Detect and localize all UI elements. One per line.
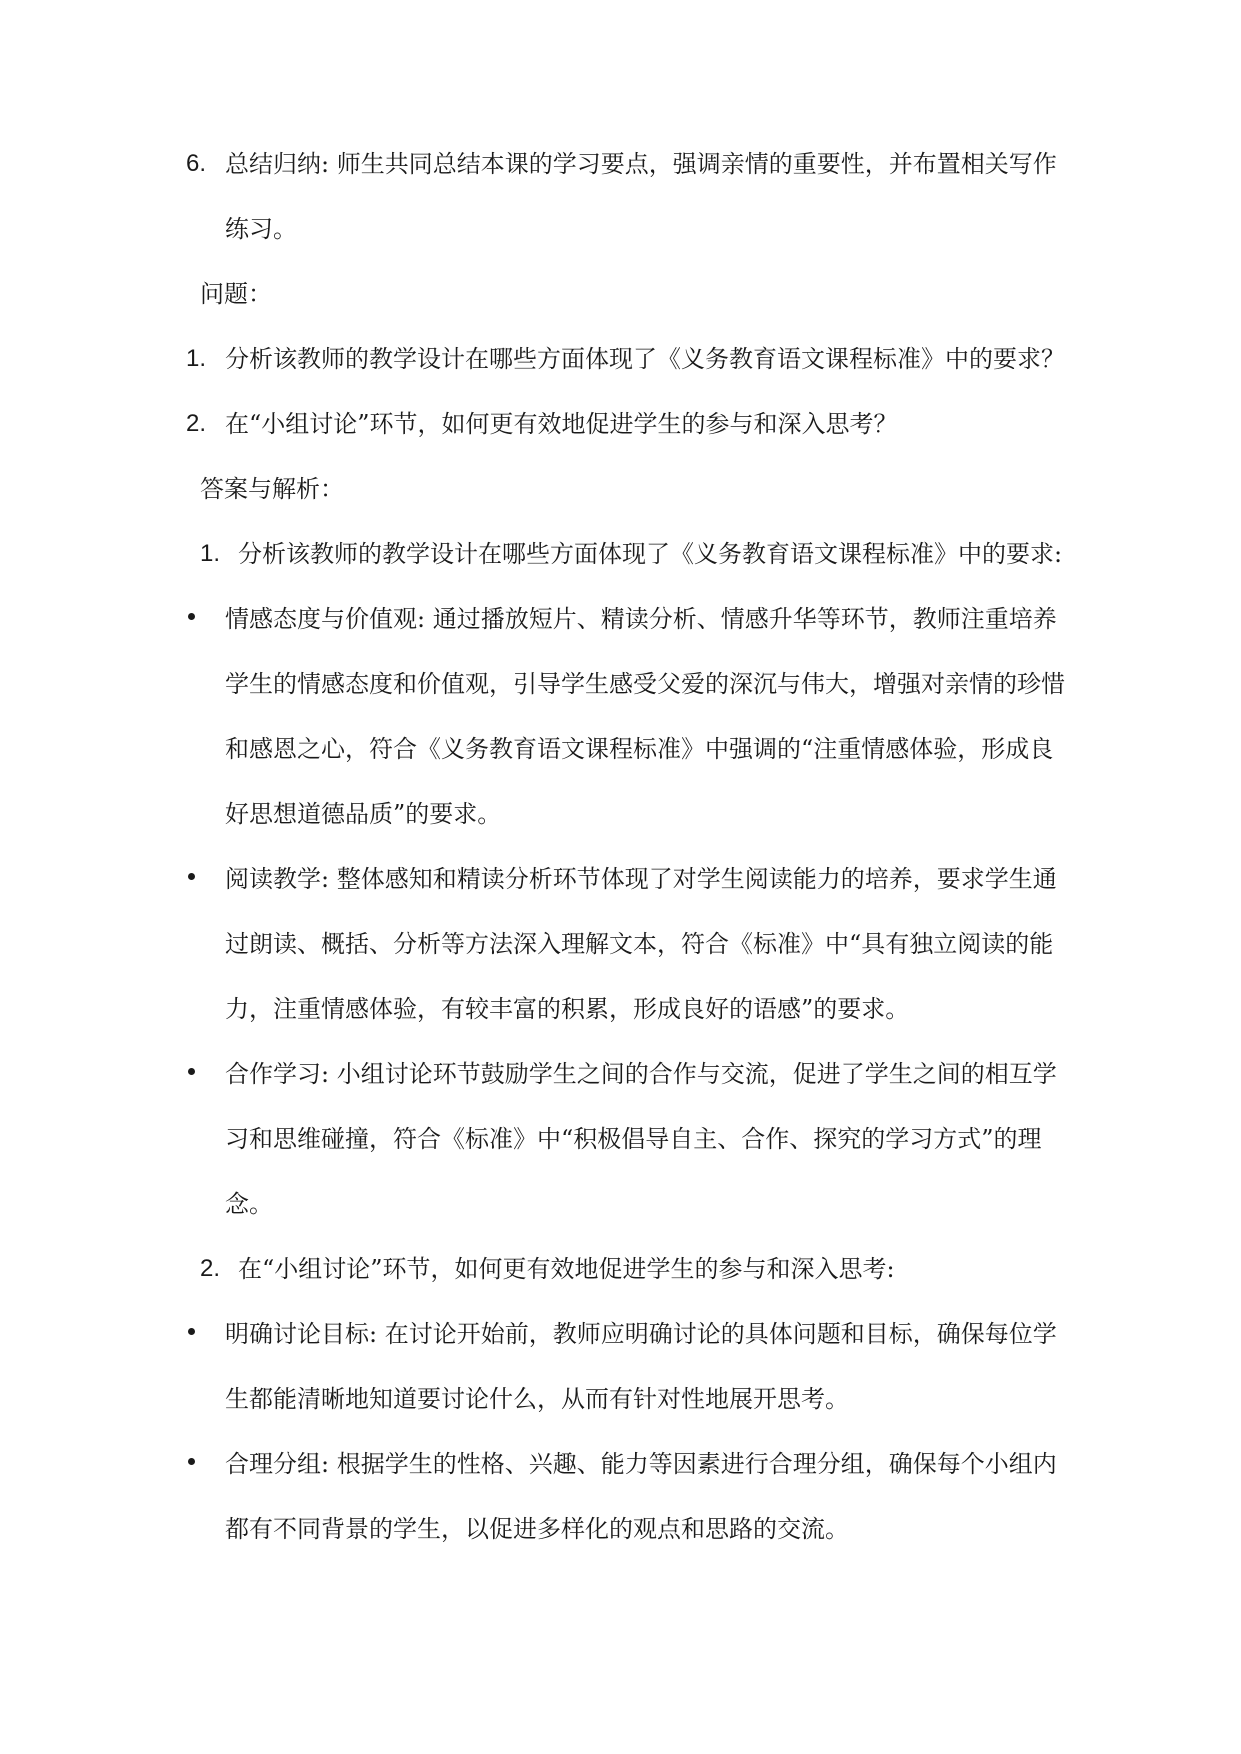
bullet-dot (188, 1328, 195, 1335)
answer-2-number: 2. (200, 1255, 221, 1282)
item-6-line-1: 总结归纳: 师生共同总结本课的学习要点，强调亲情的重要性，并布置相关写作 (225, 150, 1057, 178)
answer-2-title: 在“小组讨论”环节，如何更有效地促进学生的参与和深入思考: (238, 1255, 895, 1283)
answer-1-title: 分析该教师的教学设计在哪些方面体现了《义务教育语文课程标准》中的要求: (238, 540, 1063, 568)
item-6-line-2: 练习。 (225, 215, 297, 243)
answer-1-bullet-2-line-3: 力，注重情感体验，有较丰富的积累，形成良好的语感”的要求。 (225, 995, 910, 1023)
answer-1-bullet-3-line-2: 习和思维碰撞，符合《标准》中“积极倡导自主、合作、探究的学习方式”的理 (225, 1125, 1042, 1153)
answer-1-bullet-3-line-3: 念。 (225, 1190, 273, 1218)
answer-1-number: 1. (200, 540, 221, 567)
answer-1-bullet-1-line-2: 学生的情感态度和价值观，引导学生感受父爱的深沉与伟大，增强对亲情的珍惜 (225, 670, 1065, 698)
bullet-dot (188, 873, 195, 880)
item-6-number: 6. (186, 150, 207, 177)
answer-2-bullet-1-line-1: 明确讨论目标: 在讨论开始前，教师应明确讨论的具体问题和目标，确保每位学 (225, 1320, 1057, 1348)
answer-1-bullet-2-line-1: 阅读教学: 整体感知和精读分析环节体现了对学生阅读能力的培养，要求学生通 (225, 865, 1057, 893)
questions-heading: 问题： (200, 280, 272, 308)
answer-1-bullet-2-line-2: 过朗读、概括、分析等方法深入理解文本，符合《标准》中“具有独立阅读的能 (225, 930, 1054, 958)
answer-1-bullet-1-line-3: 和感恩之心，符合《义务教育语文课程标准》中强调的“注重情感体验，形成良 (225, 735, 1054, 763)
answer-2-bullet-1-line-2: 生都能清晰地知道要讨论什么，从而有针对性地展开思考。 (225, 1385, 849, 1413)
bullet-dot (188, 1458, 195, 1465)
answer-1-bullet-1-line-4: 好思想道德品质”的要求。 (225, 800, 502, 828)
question-2-text: 在“小组讨论”环节，如何更有效地促进学生的参与和深入思考？ (225, 410, 898, 438)
question-2-number: 2. (186, 410, 207, 437)
bullet-dot (188, 1068, 195, 1075)
bullet-dot (188, 613, 195, 620)
question-1-text: 分析该教师的教学设计在哪些方面体现了《义务教育语文课程标准》中的要求？ (225, 345, 1065, 373)
question-1-number: 1. (186, 345, 207, 372)
answer-1-bullet-3-line-1: 合作学习: 小组讨论环节鼓励学生之间的合作与交流，促进了学生之间的相互学 (225, 1060, 1057, 1088)
answers-heading: 答案与解析： (200, 475, 344, 503)
answer-2-bullet-2-line-2: 都有不同背景的学生，以促进多样化的观点和思路的交流。 (225, 1515, 849, 1543)
answer-1-bullet-1-line-1: 情感态度与价值观: 通过播放短片、精读分析、情感升华等环节，教师注重培养 (225, 605, 1057, 633)
answer-2-bullet-2-line-1: 合理分组: 根据学生的性格、兴趣、能力等因素进行合理分组，确保每个小组内 (225, 1450, 1057, 1478)
